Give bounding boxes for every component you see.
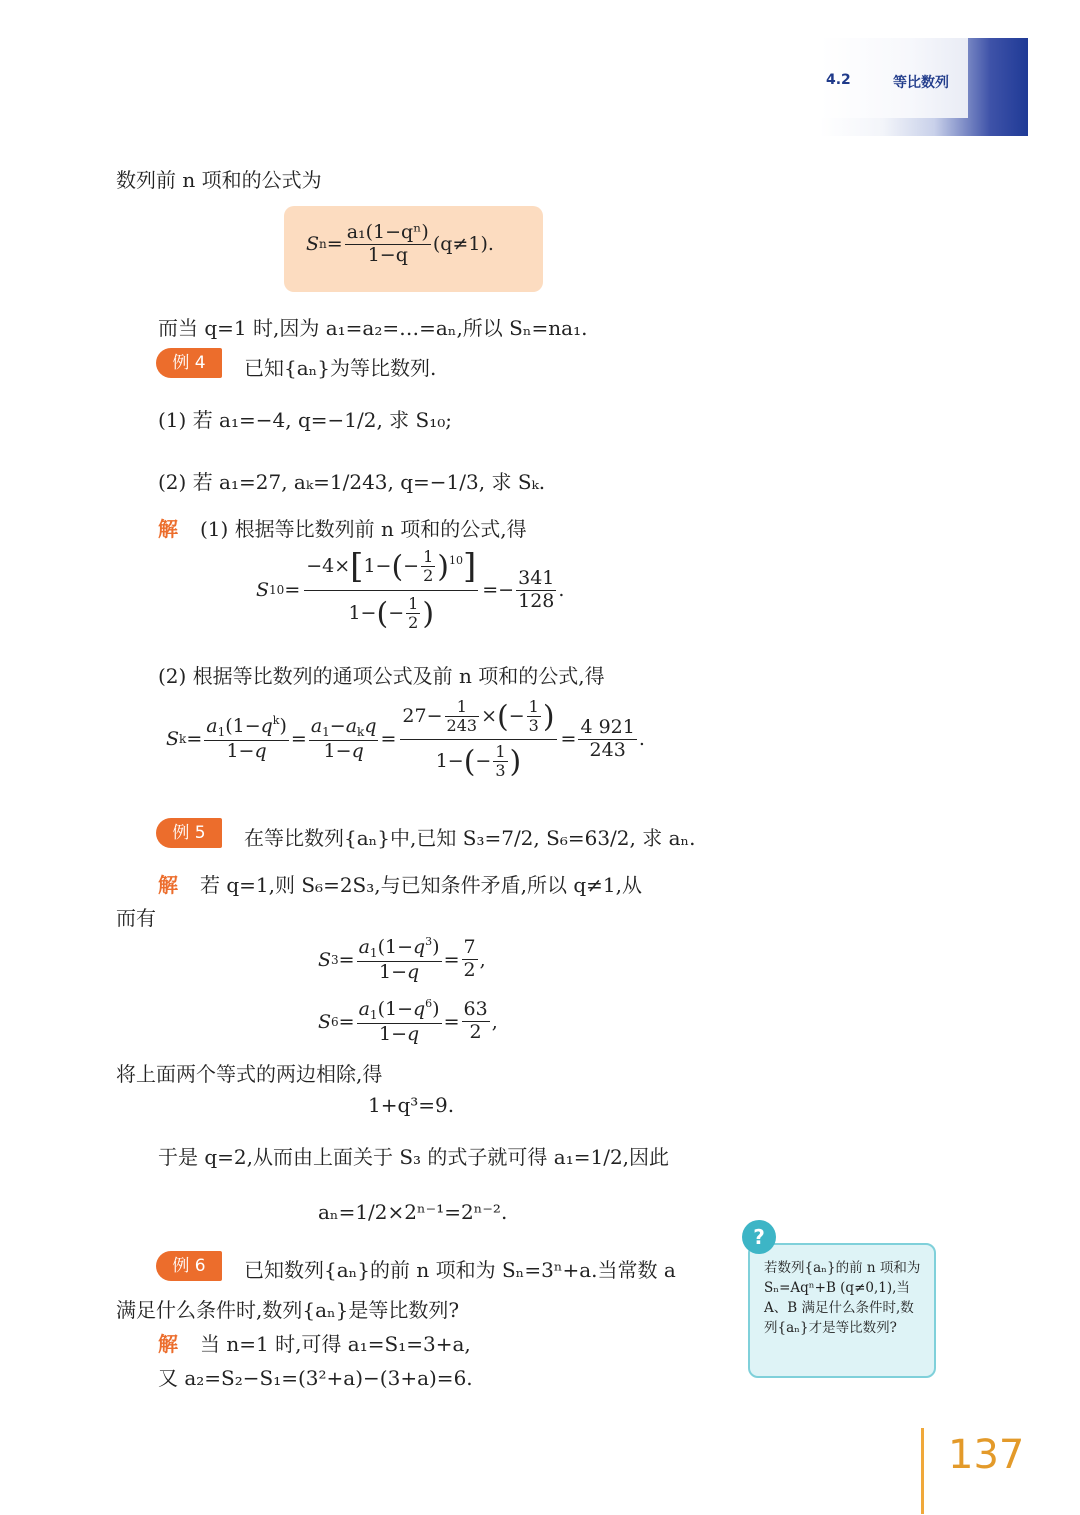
example-6-statement-line-1: 已知数列{aₙ}的前 n 项和为 Sₙ=3ⁿ+a.当常数 a bbox=[244, 1258, 676, 1282]
example-5-statement: 在等比数列{aₙ}中,已知 S₃=7/2, S₆=63/2, 求 aₙ. bbox=[244, 826, 696, 850]
example-5-badge: 例 5 bbox=[156, 818, 222, 848]
question-icon: ? bbox=[742, 1220, 776, 1254]
page-number-rule bbox=[921, 1428, 924, 1514]
s6-equation: S 6 = $\frac{a_1(1-q^6)}{1-q}$ = $\frac{63}{2}$ , bbox=[318, 997, 498, 1045]
sum-formula-denominator: 1−q bbox=[345, 244, 431, 267]
sum-formula: S n = $\frac{\text{a₁(1−qⁿ)}}{1-q}$ (q≠1). bbox=[306, 221, 494, 266]
example-4-solution-2-text: (2) 根据等比数列的通项公式及前 n 项和的公式,得 bbox=[158, 664, 605, 688]
example-4-statement: 已知{aₙ}为等比数列. bbox=[244, 356, 437, 380]
an-result-equation: aₙ=1/2×2ⁿ⁻¹=2ⁿ⁻². bbox=[318, 1200, 508, 1224]
section-title: 等比数列 bbox=[893, 75, 949, 91]
then-text: 于是 q=2,从而由上面关于 S₃ 的式子就可得 a₁=1/2,因此 bbox=[158, 1145, 670, 1169]
example-6-solution-line-1: 当 n=1 时,可得 a₁=S₁=3+a, bbox=[200, 1332, 471, 1356]
section-number: 4.2 bbox=[826, 72, 851, 88]
side-note-text: 若数列{aₙ}的前 n 项和为 Sₙ=Aqⁿ+B (q≠0,1),当 A、B 满足什么条件时,数列{aₙ}才是等比数列? bbox=[764, 1260, 921, 1336]
example-5-solution-label: 解 bbox=[158, 873, 178, 897]
example-4-part-2: (2) 若 a₁=27, aₖ=1/243, q=−1/3, 求 Sₖ. bbox=[158, 470, 546, 494]
q-cubed-equation: 1+q³=9. bbox=[368, 1093, 455, 1117]
example-4-part-1: (1) 若 a₁=−4, q=−1/2, 求 S₁₀; bbox=[158, 408, 452, 432]
example-4-solution-1-text: (1) 根据等比数列前 n 项和的公式,得 bbox=[200, 517, 527, 541]
q-equals-one-text: 而当 q=1 时,因为 a₁=a₂=…=aₙ,所以 Sₙ=na₁. bbox=[158, 316, 588, 340]
sum-formula-condition: (q≠1). bbox=[432, 233, 494, 256]
s10-equation: S 10 = −4×[1−(− $\frac{1}{2}$ )$^{10}$] 1−(− $\frac{1}{2}$ ) =− $\frac{341}{128}$ . bbox=[256, 546, 565, 633]
sk-equation: S k = $\frac{a_1(1-q^k)}{1-q}$ = $\frac{a_1-a_kq}{1-q}$ = 27− $\frac{1}{243}$ ×(− $\frac{1}{3}$ ) 1−(− $\frac{1}{3}$ ) = $\frac{4 921}{243}$ . bbox=[166, 697, 645, 781]
example-5-solution-line-2: 而有 bbox=[116, 906, 156, 930]
example-6-statement-line-2: 满足什么条件时,数列{aₙ}是等比数列? bbox=[116, 1298, 460, 1322]
intro-text: 数列前 n 项和的公式为 bbox=[116, 168, 322, 192]
sum-formula-numerator: a₁(1−qⁿ) bbox=[346, 221, 429, 243]
example-5-solution-line-1: 若 q=1,则 S₆=2S₃,与已知条件矛盾,所以 q≠1,从 bbox=[200, 873, 642, 897]
example-6-solution-label: 解 bbox=[158, 1332, 178, 1356]
example-6-solution-line-2: 又 a₂=S₂−S₁=(3²+a)−(3+a)=6. bbox=[158, 1366, 473, 1390]
s3-equation: S 3 = $\frac{a_1(1-q^3)}{1-q}$ = $\frac{7}{2}$ , bbox=[318, 935, 486, 983]
example-6-badge: 例 6 bbox=[156, 1251, 222, 1281]
divide-text: 将上面两个等式的两边相除,得 bbox=[116, 1062, 383, 1086]
example-4-badge: 例 4 bbox=[156, 348, 222, 378]
example-4-solution-label: 解 bbox=[158, 517, 178, 541]
page-number: 137 bbox=[948, 1432, 1025, 1478]
